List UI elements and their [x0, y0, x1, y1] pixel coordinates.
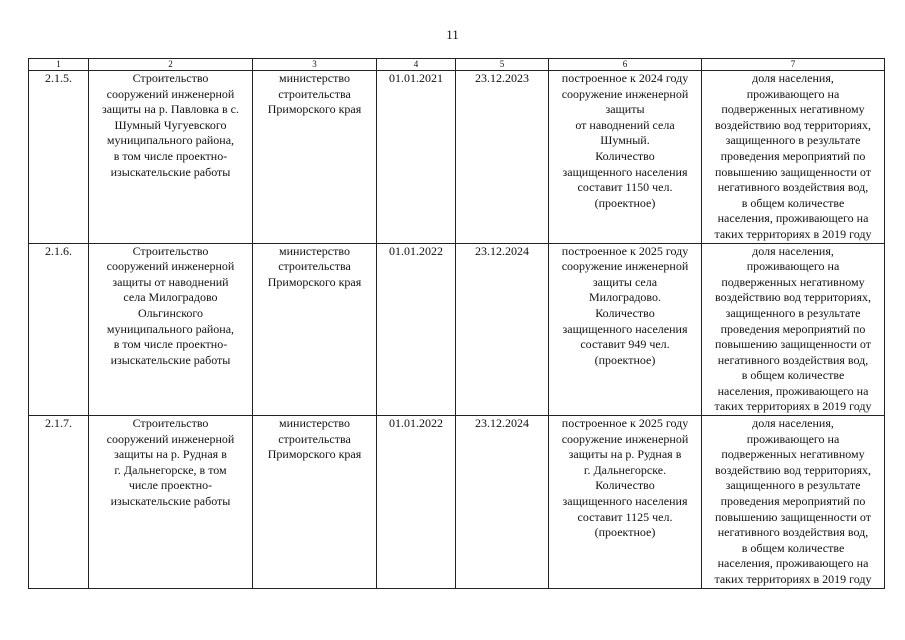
- cell-text-line: проживающего на: [746, 86, 840, 101]
- measure-name-cell: [89, 243, 253, 416]
- cell-text-line: (проектное): [594, 195, 656, 210]
- cell-text-line: министерство: [279, 71, 350, 85]
- table-body: [29, 71, 885, 589]
- cell-text-line: воздействию вод территориях,: [715, 290, 871, 305]
- program-table: [28, 58, 885, 589]
- cell-text-line: министерство: [279, 416, 350, 431]
- table-row: [29, 243, 885, 416]
- cell-text-line: защиты села: [592, 274, 658, 289]
- column-number-7: 7: [702, 59, 885, 71]
- cell-text-line: числе проектно-: [128, 478, 213, 493]
- cell-text-line: Ольгинского: [137, 305, 204, 320]
- cell-text-line: повышению защищенности от: [714, 164, 872, 179]
- measure-number-cell: 2.1.6.: [29, 243, 89, 416]
- cell-text-line: доля населения,: [752, 243, 834, 258]
- cell-text-line: построенное к 2024 году: [561, 71, 689, 85]
- measure-name-cell: [89, 71, 253, 244]
- indicator-cell: [702, 71, 885, 244]
- table-row: [29, 416, 885, 589]
- cell-text-line: Количество: [595, 305, 655, 320]
- cell-text-line: воздействию вод территориях,: [715, 117, 871, 132]
- cell-text-line: негативного воздействия вод,: [717, 180, 869, 195]
- cell-text-line: Шумный Чугуевского: [114, 117, 227, 132]
- cell-text-line: Приморского края: [267, 102, 362, 117]
- cell-text-line: подверженных негативному: [721, 102, 865, 117]
- cell-text-line: Строительство: [132, 71, 209, 85]
- cell-text-line: сооружений инженерной: [106, 431, 235, 446]
- cell-text-line: Милоградово.: [588, 290, 662, 305]
- cell-text-line: муниципального района,: [106, 133, 235, 148]
- expected-result-cell: [549, 71, 702, 244]
- cell-text-line: строительства: [278, 259, 351, 274]
- cell-text-line: воздействию вод территориях,: [715, 462, 871, 477]
- cell-text-line: таких территориях в 2019 году: [714, 572, 872, 586]
- cell-text-line: защиты на р. Рудная в: [114, 447, 227, 462]
- cell-text-line: защиты на р. Павловка в с.: [102, 102, 239, 117]
- cell-text-line: защиты от наводнений: [112, 274, 229, 289]
- cell-text-line: Шумный.: [600, 133, 650, 148]
- indicator-cell: [702, 416, 885, 589]
- cell-text-line: министерство: [279, 243, 350, 258]
- cell-text-line: защищенного населения: [562, 164, 688, 179]
- cell-text-line: проведения мероприятий по: [720, 148, 866, 163]
- cell-text-line: изыскательские работы: [110, 164, 231, 179]
- end-date-cell: 23.12.2024: [456, 416, 549, 589]
- start-date-cell: 01.01.2022: [377, 243, 456, 416]
- cell-text-line: Количество: [595, 148, 655, 163]
- cell-text-line: сооружений инженерной: [106, 86, 235, 101]
- cell-text-line: муниципального района,: [106, 321, 235, 336]
- executor-cell: [253, 71, 377, 244]
- measure-number-cell: 2.1.7.: [29, 416, 89, 589]
- cell-text-line: составит 949 чел.: [580, 337, 670, 352]
- end-date-cell: 23.12.2024: [456, 243, 549, 416]
- cell-text-line: Приморского края: [267, 274, 362, 289]
- measure-number-cell: 2.1.5.: [29, 71, 89, 244]
- cell-text-line: в общем количестве: [741, 540, 845, 555]
- cell-text-line: построенное к 2025 году: [561, 243, 689, 258]
- table-header: [29, 59, 885, 71]
- cell-text-line: таких территориях в 2019 году: [714, 399, 872, 414]
- cell-text-line: населения, проживающего на: [717, 556, 869, 571]
- cell-text-line: подверженных негативному: [721, 274, 865, 289]
- cell-text-line: изыскательские работы: [110, 494, 231, 509]
- cell-text-line: строительства: [278, 431, 351, 446]
- cell-text-line: доля населения,: [752, 71, 834, 85]
- column-number-1: 1: [29, 59, 89, 71]
- cell-text-line: населения, проживающего на: [717, 211, 869, 226]
- column-number-2: 2: [89, 59, 253, 71]
- cell-text-line: в общем количестве: [741, 195, 845, 210]
- expected-result-cell: [549, 416, 702, 589]
- executor-cell: [253, 416, 377, 589]
- cell-text-line: (проектное): [594, 352, 656, 367]
- cell-text-line: защищенного в результате: [725, 133, 861, 148]
- expected-result-cell: [549, 243, 702, 416]
- table-row: [29, 71, 885, 244]
- header-row: [29, 59, 885, 71]
- column-number-6: 6: [549, 59, 702, 71]
- cell-text-line: проведения мероприятий по: [720, 494, 866, 509]
- column-number-3: 3: [253, 59, 377, 71]
- cell-text-line: изыскательские работы: [110, 352, 231, 367]
- cell-text-line: г. Дальнегорске.: [583, 462, 667, 477]
- page-number: 11: [446, 27, 459, 42]
- indicator-cell: [702, 243, 885, 416]
- measure-name-cell: [89, 416, 253, 589]
- start-date-cell: 01.01.2021: [377, 71, 456, 244]
- cell-text-line: сооружение инженерной: [561, 431, 689, 446]
- cell-text-line: проживающего на: [746, 259, 840, 274]
- cell-text-line: в том числе проектно-: [113, 148, 228, 163]
- cell-text-line: населения, проживающего на: [717, 383, 869, 398]
- cell-text-line: доля населения,: [752, 416, 834, 431]
- cell-text-line: в общем количестве: [741, 368, 845, 383]
- cell-text-line: негативного воздействия вод,: [717, 352, 869, 367]
- cell-text-line: составит 1125 чел.: [577, 509, 673, 524]
- cell-text-line: проживающего на: [746, 431, 840, 446]
- cell-text-line: защищенного в результате: [725, 478, 861, 493]
- cell-text-line: села Милоградово: [123, 290, 218, 305]
- cell-text-line: Строительство: [132, 416, 209, 431]
- cell-text-line: повышению защищенности от: [714, 509, 872, 524]
- cell-text-line: в том числе проектно-: [113, 337, 228, 352]
- cell-text-line: построенное к 2025 году: [561, 416, 689, 431]
- cell-text-line: Строительство: [132, 243, 209, 258]
- cell-text-line: защищенного в результате: [725, 305, 861, 320]
- cell-text-line: составит 1150 чел.: [577, 180, 673, 195]
- column-number-4: 4: [377, 59, 456, 71]
- cell-text-line: подверженных негативному: [721, 447, 865, 462]
- cell-text-line: защиты: [605, 102, 645, 117]
- start-date-cell: 01.01.2022: [377, 416, 456, 589]
- cell-text-line: от наводнений села: [575, 117, 675, 132]
- cell-text-line: сооружение инженерной: [561, 259, 689, 274]
- cell-text-line: сооружений инженерной: [106, 259, 235, 274]
- cell-text-line: проведения мероприятий по: [720, 321, 866, 336]
- column-number-5: 5: [456, 59, 549, 71]
- cell-text-line: защиты на р. Рудная в: [568, 447, 682, 462]
- cell-text-line: защищенного населения: [562, 321, 688, 336]
- cell-text-line: сооружение инженерной: [561, 86, 689, 101]
- executor-cell: [253, 243, 377, 416]
- cell-text-line: Количество: [595, 478, 655, 493]
- end-date-cell: 23.12.2023: [456, 71, 549, 244]
- cell-text-line: повышению защищенности от: [714, 337, 872, 352]
- cell-text-line: негативного воздействия вод,: [717, 525, 869, 540]
- cell-text-line: таких территориях в 2019 году: [714, 226, 872, 241]
- cell-text-line: Приморского края: [267, 447, 362, 462]
- cell-text-line: строительства: [278, 86, 351, 101]
- cell-text-line: г. Дальнегорске, в том: [114, 462, 227, 477]
- cell-text-line: (проектное): [594, 525, 656, 540]
- cell-text-line: защищенного населения: [562, 494, 688, 509]
